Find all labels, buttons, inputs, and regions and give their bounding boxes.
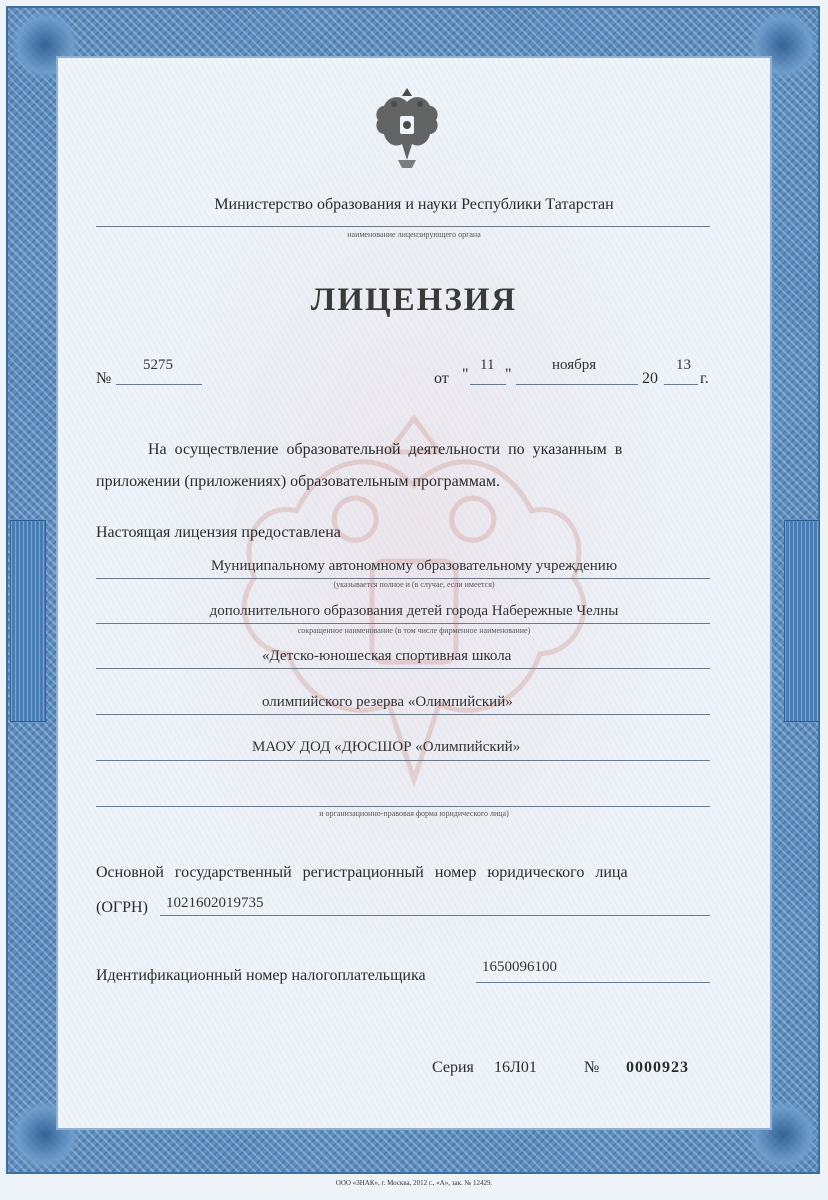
underline bbox=[96, 226, 710, 227]
underline bbox=[116, 384, 202, 385]
org-caption-2: сокращенное наименование (в том числе фирменное наименование) bbox=[297, 626, 531, 635]
side-ornament-right bbox=[784, 520, 820, 722]
date-year-abbr: г. bbox=[700, 370, 709, 387]
underline bbox=[664, 384, 698, 385]
org-name-line4: олимпийского резерва «Олимпийский» bbox=[262, 694, 513, 710]
date-month: ноября bbox=[552, 357, 597, 373]
date-day: 11 bbox=[480, 357, 495, 373]
underline bbox=[96, 578, 710, 579]
underline bbox=[470, 384, 506, 385]
license-number: 5275 bbox=[143, 357, 173, 373]
underline bbox=[96, 714, 710, 715]
inn-label: Идентификационный номер налогоплательщика bbox=[96, 967, 426, 984]
org-short-name: МАОУ ДОД «ДЮСШОР «Олимпийский» bbox=[252, 739, 521, 755]
number-label: № bbox=[96, 370, 112, 387]
org-name-line1: Муниципальному автономному образовательному учреждению bbox=[210, 558, 618, 574]
double-headed-eagle-icon bbox=[372, 88, 442, 170]
licensing-authority: Министерство образования и науки Республики Татарстан bbox=[214, 196, 614, 213]
date-year-prefix: 20 bbox=[642, 370, 658, 387]
granted-to-label: Настоящая лицензия предоставлена bbox=[96, 524, 341, 541]
date-open-quote: " bbox=[462, 366, 469, 383]
purpose-text-line2: приложении (приложениях) образовательным программам. bbox=[96, 473, 501, 490]
org-name-line2: дополнительного образования детей города Набережные Челны bbox=[209, 603, 619, 619]
underline bbox=[160, 915, 710, 916]
side-ornament-left bbox=[10, 520, 46, 722]
underline bbox=[96, 668, 710, 669]
inn-value: 1650096100 bbox=[482, 959, 557, 975]
ogrn-label-line1: Основной государственный регистрационный номер юридического лица bbox=[96, 864, 628, 881]
underline bbox=[96, 806, 710, 807]
form-number-label: № bbox=[584, 1059, 600, 1076]
date-year-suffix: 13 bbox=[676, 357, 691, 373]
ogrn-value: 1021602019735 bbox=[166, 895, 264, 911]
org-caption-3: и организационно-правовая форма юридического лица) bbox=[319, 809, 509, 818]
underline bbox=[96, 623, 710, 624]
authority-caption: наименование лицензирующего органа bbox=[347, 230, 481, 239]
underline bbox=[96, 760, 710, 761]
underline bbox=[516, 384, 638, 385]
ogrn-label-line2: (ОГРН) bbox=[96, 899, 148, 916]
underline bbox=[476, 982, 710, 983]
date-close-quote: " bbox=[505, 366, 512, 383]
series-label: Серия bbox=[432, 1059, 474, 1076]
printer-imprint: ООО «ЗНАК», г. Москва, 2012 г., «А», зак. № 12429. bbox=[335, 1179, 493, 1187]
purpose-text-line1: На осуществление образовательной деятельности по указанным в bbox=[148, 441, 623, 458]
date-from-label: от bbox=[434, 370, 449, 387]
org-name-line3: «Детско-юношеская спортивная школа bbox=[262, 648, 512, 664]
form-number-value: 0000923 bbox=[626, 1059, 689, 1076]
series-value: 16Л01 bbox=[494, 1059, 537, 1076]
org-caption-1: (указывается полное и (в случае, если имеется) bbox=[333, 580, 495, 589]
document-title: ЛИЦЕНЗИЯ bbox=[310, 282, 518, 318]
